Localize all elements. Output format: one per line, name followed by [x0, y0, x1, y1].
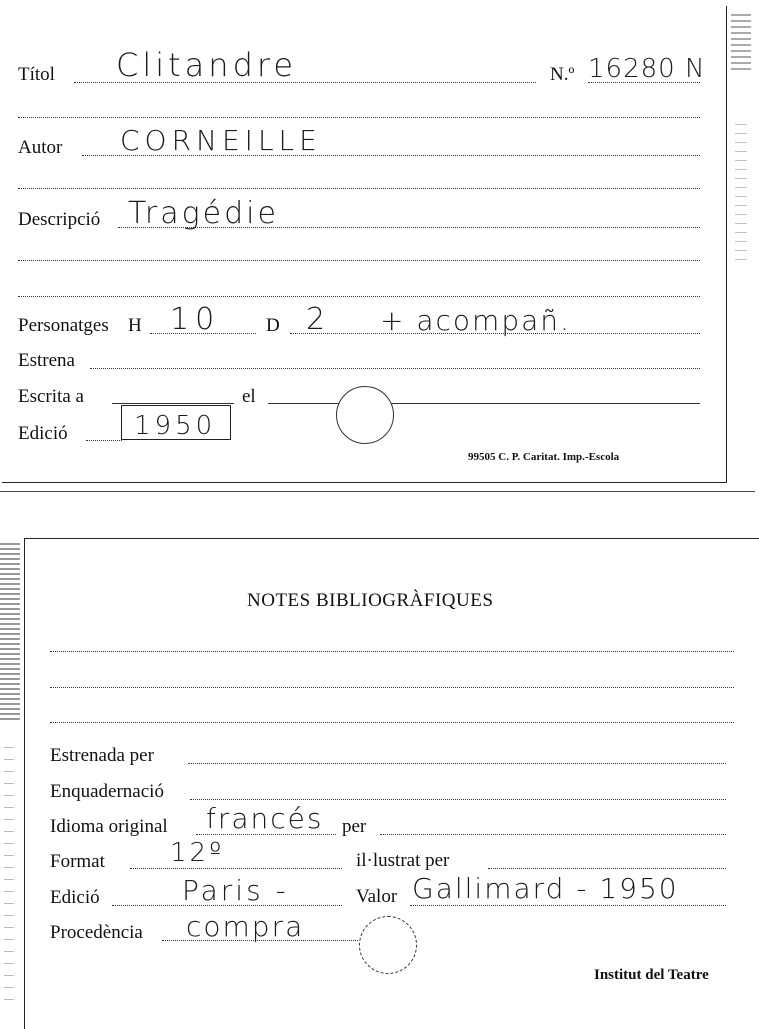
estrena-label: Estrena — [18, 350, 75, 371]
printer-imprint: 99505 C. P. Caritat. Imp.-Escola — [468, 451, 620, 463]
scan-noise — [735, 120, 747, 260]
format-dotted-line — [130, 868, 342, 869]
escrita-line — [112, 403, 234, 404]
homes-label: H — [128, 315, 142, 336]
format-label: Format — [50, 851, 105, 872]
edicio-handwritten-value: 1950 — [134, 411, 217, 441]
notes-line-1 — [50, 651, 734, 652]
acompanyament-handwritten-note: + acompañ. — [380, 304, 571, 337]
notes-line-2 — [50, 687, 734, 688]
edicio-label-2: Edició — [50, 887, 100, 908]
autor-continuation-line — [18, 188, 700, 189]
estrena-dotted-line — [90, 368, 700, 369]
scan-noise — [731, 10, 751, 70]
punch-hole-bottom — [359, 916, 417, 974]
scan-noise — [0, 540, 20, 720]
el-label: el — [242, 386, 256, 407]
descripcio-label: Descripció — [18, 209, 101, 230]
titol-handwritten-value: Clitandre — [116, 46, 298, 84]
edicio-dotted-line — [86, 440, 122, 441]
escrita-label: Escrita a — [18, 386, 84, 407]
descripcio-line-2 — [18, 260, 700, 261]
edicio-handwritten-place: Paris - — [182, 874, 289, 907]
homes-handwritten-value: 10 — [170, 302, 221, 337]
el-line — [268, 403, 700, 404]
procedencia-handwritten-value: compra — [186, 910, 305, 943]
valor-dotted-line — [410, 905, 726, 906]
autor-label: Autor — [18, 137, 63, 158]
idioma-per-dotted-line — [380, 834, 726, 835]
institut-imprint: Institut del Teatre — [594, 967, 709, 983]
punch-hole-top — [336, 386, 394, 444]
numero-label: N.º — [550, 64, 575, 85]
enquadernacio-dotted-line — [190, 799, 726, 800]
illustrat-label: il·lustrat per — [356, 850, 450, 871]
card-separator-line — [0, 491, 755, 492]
idioma-handwritten-value: francés — [206, 802, 324, 835]
titol-label: Títol — [18, 64, 55, 85]
valor-label: Valor — [356, 886, 398, 907]
scan-noise — [4, 740, 14, 1000]
idioma-per-label: per — [342, 816, 367, 837]
numero-handwritten-value: 16280 N — [588, 54, 706, 84]
descripcio-handwritten-value: Tragédie — [128, 196, 279, 231]
edicio-label: Edició — [18, 423, 68, 444]
illustrat-dotted-line — [488, 868, 726, 869]
notes-line-3 — [50, 722, 734, 723]
estrenada-dotted-line — [188, 763, 726, 764]
personatges-label: Personatges — [18, 315, 109, 336]
notes-heading: NOTES BIBLIOGRÀFIQUES — [247, 590, 494, 611]
descripcio-line-3 — [18, 296, 700, 297]
format-handwritten-value: 12º — [170, 838, 225, 868]
valor-handwritten-value: Gallimard - 1950 — [412, 872, 679, 905]
enquadernacio-label: Enquadernació — [50, 781, 164, 802]
autor-handwritten-value: CORNEILLE — [120, 124, 322, 157]
procedencia-label: Procedència — [50, 922, 143, 943]
dones-handwritten-value: 2 — [306, 302, 329, 337]
idioma-label: Idioma original — [50, 816, 168, 837]
dones-label: D — [266, 315, 280, 336]
estrenada-label: Estrenada per — [50, 745, 154, 766]
titol-continuation-line — [18, 117, 700, 118]
